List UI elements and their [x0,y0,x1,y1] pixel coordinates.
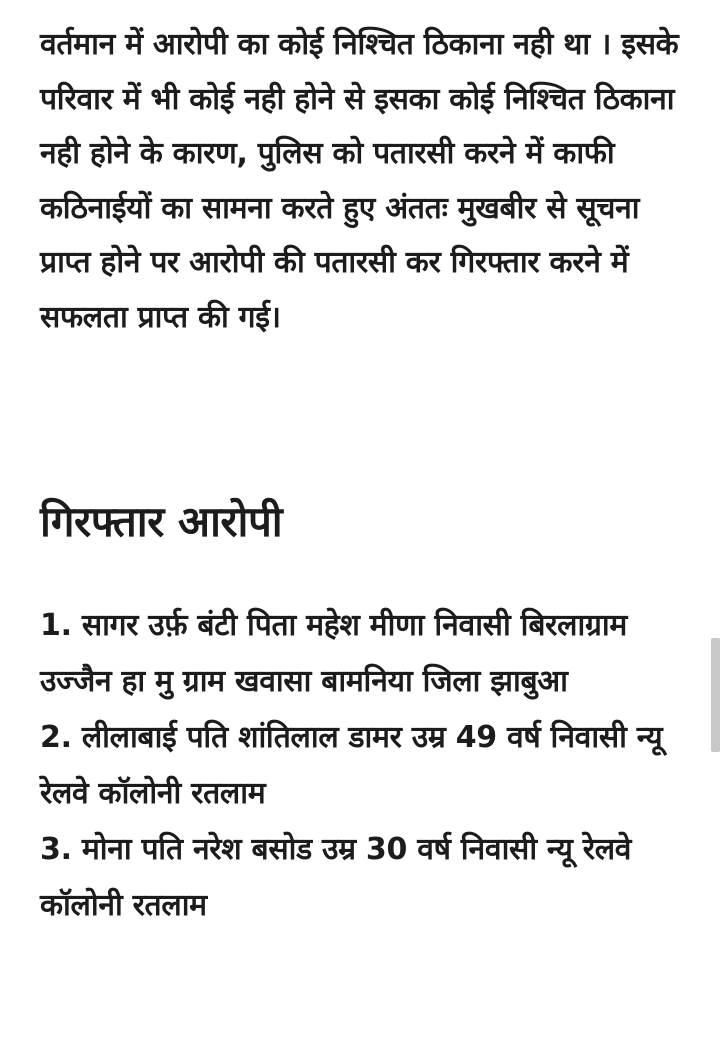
list-item: 1. सागर उर्फ़ बंटी पिता महेश मीणा निवासी बिरलाग्राम उज्जैन हा मु ग्राम खवासा बामनिया जिला झाबुआ [40,608,627,699]
accused-list [40,598,688,934]
scrollbar[interactable] [711,638,720,752]
article-paragraph: वर्तमान में आरोपी का कोई निश्चित ठिकाना नही था । इसके परिवार में भी कोई नही होने से इसका कोई निश्चित ठिकाना नही होने के कारण, पुलिस को पतारसी करने में काफी कठिनाईयों का सामना करते हुए अंततः मुखबीर से सूचना प्राप्त होने पर आरोपी की पतारसी कर गिरफ्तार करने में सफलता प्राप्त की गई। [40,27,679,335]
article-body [40,18,688,923]
list-item: 2. लीलाबाई पति शांतिलाल डामर उम्र 49 वर्ष निवासी न्यू रेलवे कॉलोनी रतलाम [40,720,663,811]
list-item: 3. मोना पति नरेश बसोड उम्र 30 वर्ष निवासी न्यू रेलवे कॉलोनी रतलाम [40,832,632,923]
section-heading: गिरफ्तार आरोपी [40,497,283,546]
